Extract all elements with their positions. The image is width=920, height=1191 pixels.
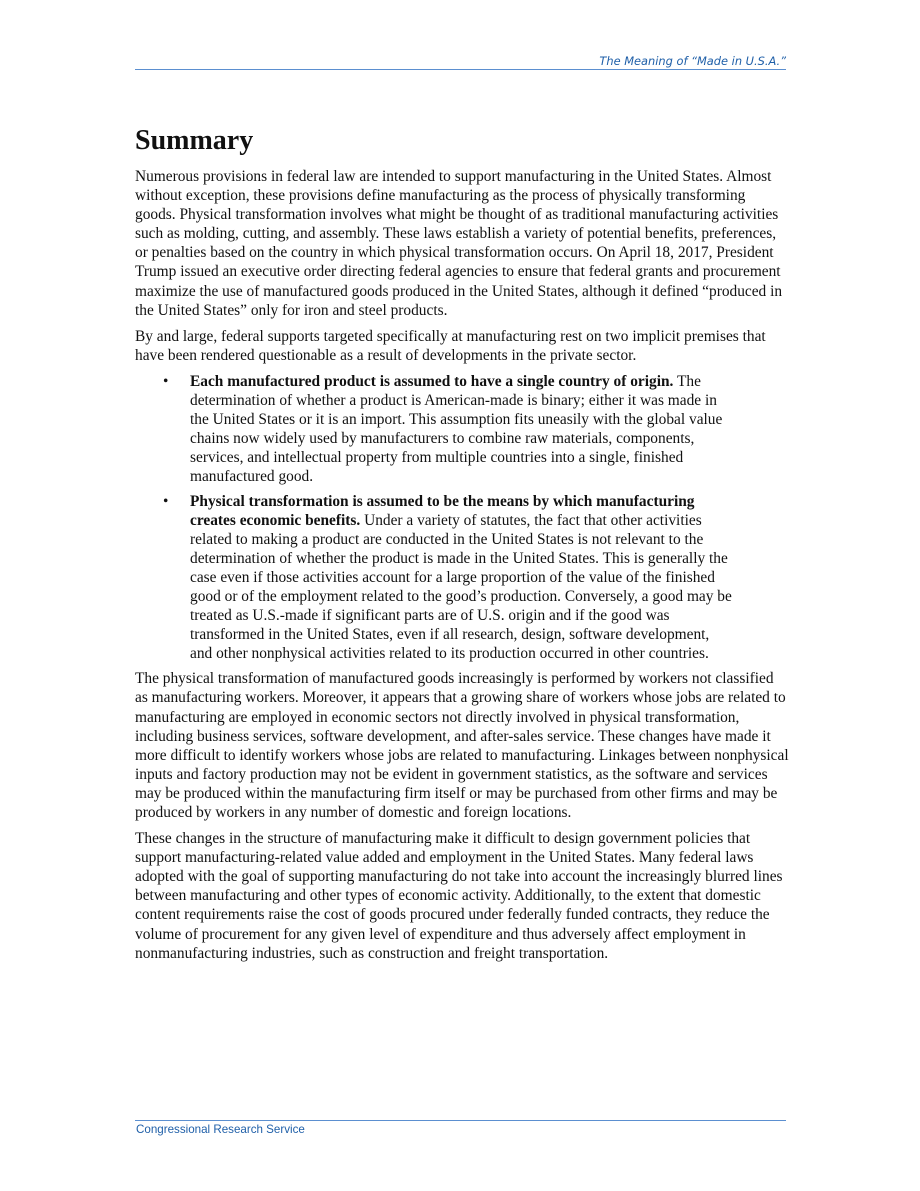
main-content (135, 124, 789, 970)
paragraph-premises: By and large, federal supports targeted specifically at manufacturing rest on two implicit premises that have been rendered questionable as a result of developments in the private sector. (135, 327, 766, 364)
list-item (163, 372, 789, 487)
paragraph-workers: The physical transformation of manufactured goods increasingly is performed by workers not classified as manufacturing workers. Moreover, it appears that a growing share of workers whose jobs are related to manufacturing are employed in economic sectors not directly involved in physical transformation, including business services, software development, and after-sales service. These changes have made it more difficult to identify workers whose jobs are related to manufacturing. Linkages between nonphysical inputs and factory production may not be evident in government statistics, as the software and services may be produced within the manufacturing firm itself or may be purchased from other firms and may be produced by workers in any number of domestic and foreign locations. (135, 670, 789, 821)
bullet-icon: • (163, 492, 169, 510)
list-item-lead: Each manufactured product is assumed to have a single country of origin. (190, 372, 674, 390)
paragraph-policy: These changes in the structure of manufacturing make it difficult to design government policies that support manufacturing-related value added and employment in the United States. Many federal laws adopted with the goal of supporting manufacturing do not take into account the increasingly blurred lines between manufacturing and other types of economic activity. Additionally, to the extent that domestic content requirements raise the cost of goods procured under federally funded contracts, they reduce the volume of procurement for any given level of expenditure and thus adversely affect employment in nonmanufacturing industries, such as construction and freight transportation. (135, 830, 783, 962)
list-item-lead: Physical transformation is assumed to be the means by which manufacturing creates economic benefits. (190, 492, 695, 529)
list-item-text: The determination of whether a product is American-made is binary; either it was made in the United States or it is an import. This assumption fits uneasily with the global value chains now widely used by manufacturers to combine raw materials, components, services, and intellectual property from multiple countries into a single, finished manufactured good. (190, 372, 723, 486)
paragraph-intro: Numerous provisions in federal law are intended to support manufacturing in the United States. Almost without exception, these provisions define manufacturing as the process of physically transforming goods. Physical transformation involves what might be thought of as traditional manufacturing activities such as molding, cutting, and assembly. These laws establish a variety of potential benefits, preferences, or penalties based on the country in which physical transformation occurs. On April 18, 2017, President Trump issued an executive order directing federal agencies to ensure that federal grants and procurement maximize the use of manufactured goods produced in the United States, although it defined “produced in the United States” only for iron and steel products. (135, 168, 783, 319)
header-rule (135, 69, 786, 70)
footer-organization: Congressional Research Service (136, 1123, 305, 1136)
list-item-text: Under a variety of statutes, the fact that other activities related to making a product are conducted in the United States is not relevant to the determination of whether the product is made in the United States. This is generally the case even if those activities account for a large proportion of the value of the finished good or of the employment related to the good’s production. Conversely, a good may be treated as U.S.-made if significant parts are of U.S. origin and if the good was transformed in the United States, even if all research, design, software development, and other nonphysical activities related to its production occurred in other countries. (190, 511, 732, 663)
premise-list (135, 372, 789, 663)
list-item (163, 492, 789, 664)
running-header: The Meaning of “Made in U.S.A.” (599, 54, 786, 68)
footer-rule (135, 1120, 786, 1121)
bullet-icon: • (163, 372, 169, 390)
page-title: Summary (135, 125, 254, 156)
